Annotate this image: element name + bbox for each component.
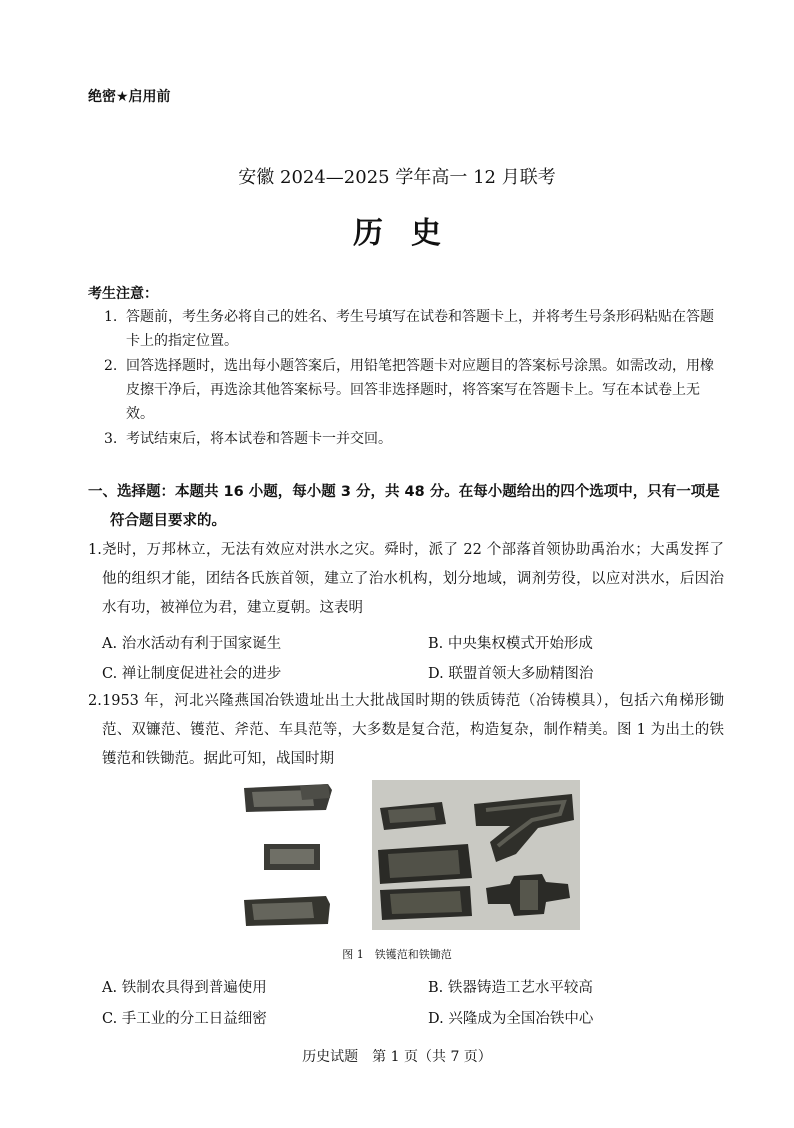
subject-title: 历史 — [353, 216, 469, 251]
question-number: 1. — [88, 542, 102, 558]
question-stem: 1953 年，河北兴隆燕国冶铁遗址出土大批战国时期的铁质铸范（冶铸模具），包括六角梯形锄范、双镰范、镬范、斧范、车具范等，大多数是复合范，构造复杂，制作精美。图 1 为出土的铁镬范和铁锄范。据此可知，战国时期 — [102, 693, 724, 767]
section-heading-line-2: 符合题目要求的。 — [110, 513, 226, 529]
question-2 — [88, 687, 724, 774]
q2-option-c: C. 手工业的分工日益细密 — [102, 1011, 267, 1027]
notice-item-number: 3. — [104, 431, 118, 447]
question-number: 2. — [88, 693, 102, 709]
q2-option-d: D. 兴隆成为全国冶铁中心 — [428, 1011, 594, 1027]
q1-option-d: D. 联盟首领大多励精图治 — [428, 666, 594, 682]
section-heading — [88, 478, 724, 536]
mould-left-top — [244, 784, 332, 812]
q1-option-a: A. 治水活动有利于国家诞生 — [102, 636, 282, 652]
mould-left-middle — [264, 844, 320, 870]
q1-option-c: C. 禅让制度促进社会的进步 — [102, 666, 282, 682]
notice-item-text: 回答选择题时，选出每小题答案后，用铅笔把答题卡对应题目的答案标号涂黑。如需改动，用橡皮擦干净后，再选涂其他答案标号。回答非选择题时，将答案写在答题卡上。写在本试卷上无效。 — [126, 358, 714, 422]
notice-item-number: 1. — [104, 309, 118, 325]
notice-item-3 — [104, 427, 724, 451]
mould-photo-right — [372, 780, 580, 930]
q2-option-b: B. 铁器铸造工艺水平较高 — [428, 980, 593, 996]
notice-item-1 — [104, 305, 724, 353]
figure-caption: 图 1 铁镬范和铁锄范 — [342, 948, 452, 961]
q1-option-b: B. 中央集权模式开始形成 — [428, 636, 593, 652]
confidential-mark: 绝密★启用前 — [88, 89, 171, 105]
mould-left-bottom — [244, 896, 330, 926]
question-1 — [88, 536, 724, 623]
question-stem: 尧时，万邦林立，无法有效应对洪水之灾。舜时，派了 22 个部落首领协助禹治水；大禹发挥了他的组织才能，团结各氏族首领，建立了治水机构，划分地域，调剂劳役，以应对洪水，后因治水有功，被禅位为君，建立夏朝。这表明 — [102, 542, 724, 616]
notice-item-number: 2. — [104, 358, 118, 374]
page-footer: 历史试题 第 1 页（共 7 页） — [302, 1049, 492, 1065]
notice-item-text: 考试结束后，将本试卷和答题卡一并交回。 — [126, 431, 392, 447]
notice-item-text: 答题前，考生务必将自己的姓名、考生号填写在试卷和答题卡上，并将考生号条形码粘贴在答题卡上的指定位置。 — [126, 309, 714, 349]
notice-item-2 — [104, 354, 724, 426]
exam-title: 安徽 2024—2025 学年高一 12 月联考 — [238, 167, 556, 188]
notice-heading: 考生注意： — [88, 286, 158, 302]
figure-iron-moulds — [242, 780, 582, 932]
section-heading-line-1: 一、选择题：本题共 16 小题，每小题 3 分，共 48 分。在每小题给出的四个选项中，只有一项是 — [88, 484, 720, 500]
q2-option-a: A. 铁制农具得到普遍使用 — [102, 980, 267, 996]
